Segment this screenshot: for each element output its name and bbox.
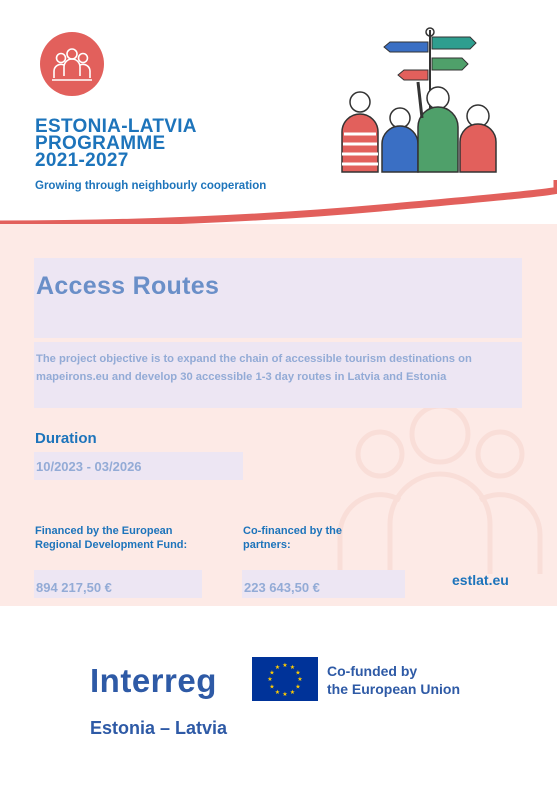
svg-text:★: ★ bbox=[274, 689, 281, 696]
header bbox=[0, 0, 557, 230]
svg-text:★: ★ bbox=[289, 664, 296, 671]
svg-text:★: ★ bbox=[282, 662, 288, 669]
svg-text:★: ★ bbox=[282, 691, 288, 698]
eu-text-line-2: the European Union bbox=[327, 681, 460, 697]
svg-text:★: ★ bbox=[289, 689, 296, 696]
header-wave bbox=[0, 180, 557, 230]
svg-text:★: ★ bbox=[267, 676, 273, 683]
erdf-label: Financed by the European Regional Development Fund: bbox=[35, 525, 188, 551]
svg-text:★: ★ bbox=[295, 669, 301, 677]
programme-title-line-3: 2021-2027 bbox=[35, 150, 129, 171]
project-description: The project objective is to expand the chain of accessible tourism destinations on mapeirons.eu and develop 30 accessible 1-3 day routes in Latvia and Estonia bbox=[36, 353, 472, 383]
svg-text:★: ★ bbox=[297, 676, 303, 683]
svg-text:★: ★ bbox=[295, 683, 301, 691]
partners-label: Co-financed by the partners: bbox=[243, 525, 343, 551]
programme-tagline: Growing through neighbourly cooperation bbox=[35, 180, 267, 192]
project-title: Access Routes bbox=[36, 272, 220, 300]
programme-title bbox=[35, 118, 315, 169]
programme-title-line-1: ESTONIA-LATVIA bbox=[35, 116, 197, 137]
interreg-logo: Interreg bbox=[90, 662, 217, 699]
region-label: Estonia – Latvia bbox=[90, 718, 228, 738]
eu-text-line-1: Co-funded by bbox=[327, 663, 418, 679]
partners-amount: 223 643,50 € bbox=[244, 580, 320, 595]
svg-text:★: ★ bbox=[269, 669, 275, 677]
eu-flag-icon bbox=[252, 657, 318, 701]
signpost-people-illustration bbox=[330, 22, 510, 182]
people-group-icon bbox=[40, 32, 104, 96]
duration-value: 10/2023 - 03/2026 bbox=[36, 459, 142, 474]
svg-text:★: ★ bbox=[269, 683, 275, 691]
website-link[interactable]: estlat.eu bbox=[452, 572, 509, 588]
duration-label: Duration bbox=[35, 430, 97, 447]
programme-title-line-2: PROGRAMME bbox=[35, 133, 166, 154]
svg-text:★: ★ bbox=[274, 664, 281, 671]
eu-cofunded-text bbox=[327, 662, 460, 698]
erdf-amount: 894 217,50 € bbox=[36, 580, 112, 595]
